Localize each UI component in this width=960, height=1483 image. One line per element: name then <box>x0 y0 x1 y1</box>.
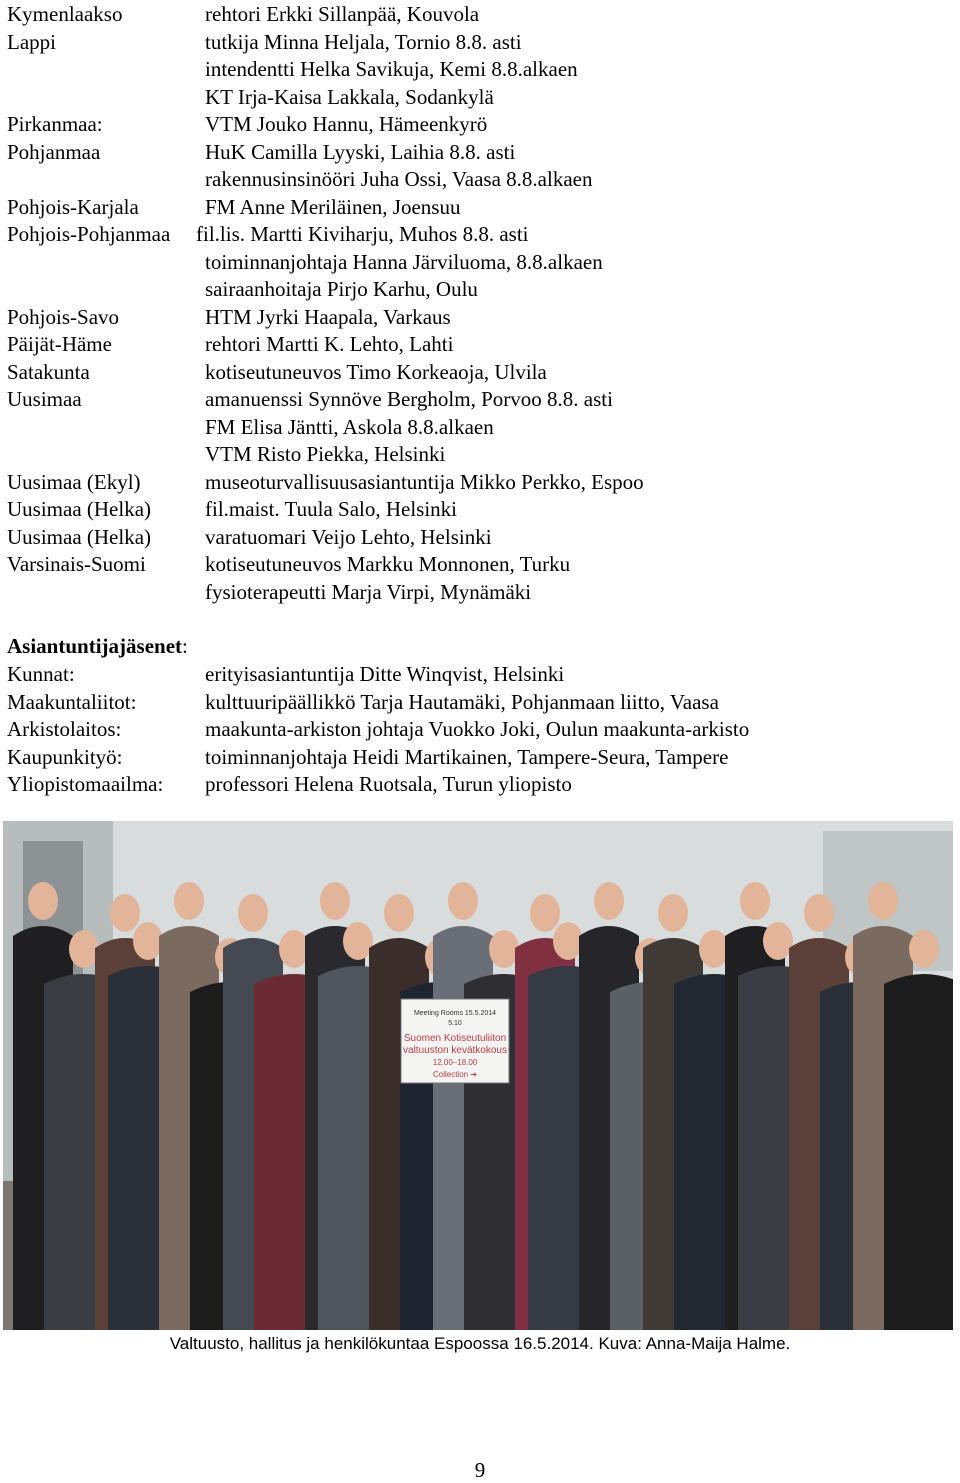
expert-category: Kunnat: <box>7 662 75 686</box>
experts-heading-text: Asiantuntijajäsenet <box>7 634 183 658</box>
page-number: 9 <box>474 1458 486 1482</box>
sign-text-line: 12.00–18.00 <box>432 1058 478 1067</box>
expert-name: erityisasiantuntija Ditte Winqvist, Helsinki <box>205 662 565 686</box>
region-label: Uusimaa (Ekyl) <box>7 469 141 494</box>
region-label: Uusimaa (Helka) <box>7 497 152 521</box>
member-name: kotiseutuneuvos Markku Monnonen, Turku <box>205 552 571 576</box>
sign-text-line: Collection ➔ <box>432 1070 478 1079</box>
member-name: rehtori Martti K. Lehto, Lahti <box>205 332 454 356</box>
region-label: Pohjois-Savo <box>7 304 120 329</box>
expert-name: toiminnanjohtaja Heidi Martikainen, Tampere-Seura, Tampere <box>205 744 729 769</box>
person-body <box>884 974 953 1330</box>
group-photo-illustration <box>3 821 953 1330</box>
person-head <box>909 930 939 968</box>
person-head <box>28 882 58 920</box>
group-photo <box>3 821 953 1330</box>
member-name: amanuenssi Synnöve Bergholm, Porvoo 8.8. asti <box>205 387 613 411</box>
region-label: Pohjois-Pohjanmaa <box>7 222 171 246</box>
sign-text-line: valtuuston kevätkokous <box>403 1045 507 1056</box>
expert-name: professori Helena Ruotsala, Turun yliopisto <box>205 772 572 796</box>
member-name: fysioterapeutti Marja Virpi, Mynämäki <box>205 579 532 604</box>
expert-name: maakunta-arkiston johtaja Vuokko Joki, Oulun maakunta-arkisto <box>205 717 750 741</box>
person-head <box>238 894 268 932</box>
expert-category: Arkistolaitos: <box>7 717 122 741</box>
member-name: FM Elisa Jäntti, Askola 8.8.alkaen <box>205 414 494 439</box>
member-name: tutkija Minna Heljala, Tornio 8.8. asti <box>205 29 522 54</box>
experts-heading-colon: : <box>182 634 188 658</box>
person-head <box>110 894 140 932</box>
person-head <box>699 930 729 968</box>
person-head <box>868 882 898 920</box>
member-name: fil.lis. Martti Kiviharju, Muhos 8.8. asti <box>196 222 529 246</box>
member-name: fil.maist. Tuula Salo, Helsinki <box>205 497 458 521</box>
region-label: Pohjanmaa <box>7 139 101 164</box>
region-label: Kymenlaakso <box>7 2 123 26</box>
person-head <box>594 882 624 920</box>
member-name: toiminnanjohtaja Hanna Järviluoma, 8.8.alkaen <box>205 249 603 274</box>
person-head <box>174 882 204 920</box>
expert-category: Kaupunkityö: <box>7 744 123 769</box>
member-name: HTM Jyrki Haapala, Varkaus <box>205 304 451 329</box>
person-head <box>133 922 163 960</box>
member-name: kotiseutuneuvos Timo Korkeaoja, Ulvila <box>205 359 547 384</box>
person-head <box>553 922 583 960</box>
region-label: Uusimaa <box>7 387 82 411</box>
member-name: VTM Jouko Hannu, Hämeenkyrö <box>205 112 488 136</box>
person-head <box>763 922 793 960</box>
region-label: Päijät-Häme <box>7 332 112 356</box>
member-name: VTM Risto Piekka, Helsinki <box>205 442 446 466</box>
photo-caption: Valtuusto, hallitus ja henkilökuntaa Espoossa 16.5.2014. Kuva: Anna-Maija Halme. <box>169 1334 791 1353</box>
member-name: KT Irja-Kaisa Lakkala, Sodankylä <box>205 84 494 109</box>
person-head <box>489 930 519 968</box>
member-name: intendentti Helka Savikuja, Kemi 8.8.alkaen <box>205 57 578 81</box>
person-head <box>740 882 770 920</box>
person-head <box>804 894 834 932</box>
region-label: Uusimaa (Helka) <box>7 524 152 549</box>
person-head <box>343 922 373 960</box>
sign-text-line: Meeting Rooms 15.5.2014 <box>413 1010 497 1017</box>
person-head <box>320 882 350 920</box>
member-name: museoturvallisuusasiantuntija Mikko Perkko, Espoo <box>205 469 644 494</box>
expert-name: kulttuuripäällikkö Tarja Hautamäki, Pohjanmaan liitto, Vaasa <box>205 689 719 714</box>
experts-heading <box>7 632 188 660</box>
person-head <box>279 930 309 968</box>
person-head <box>69 930 99 968</box>
region-label: Satakunta <box>7 359 90 384</box>
region-label: Pirkanmaa: <box>7 112 103 136</box>
member-name: rakennusinsinööri Juha Ossi, Vaasa 8.8.alkaen <box>205 167 593 191</box>
region-label: Lappi <box>7 29 56 54</box>
expert-category: Maakuntaliitot: <box>7 689 137 714</box>
person-head <box>448 882 478 920</box>
member-name: FM Anne Meriläinen, Joensuu <box>205 194 461 219</box>
person-head <box>530 894 560 932</box>
region-label: Pohjois-Karjala <box>7 194 139 219</box>
sign-text-line: 5.10 <box>448 1020 462 1027</box>
sign-text-line: Suomen Kotiseutuliiton <box>403 1033 507 1044</box>
person-head <box>658 894 688 932</box>
region-label: Varsinais-Suomi <box>7 552 146 576</box>
member-name: sairaanhoitaja Pirjo Karhu, Oulu <box>205 277 478 301</box>
member-name: HuK Camilla Lyyski, Laihia 8.8. asti <box>205 139 516 164</box>
expert-category: Yliopistomaailma: <box>7 772 164 796</box>
person-head <box>384 894 414 932</box>
member-name: varatuomari Veijo Lehto, Helsinki <box>205 524 492 549</box>
member-name: rehtori Erkki Sillanpää, Kouvola <box>205 2 480 26</box>
